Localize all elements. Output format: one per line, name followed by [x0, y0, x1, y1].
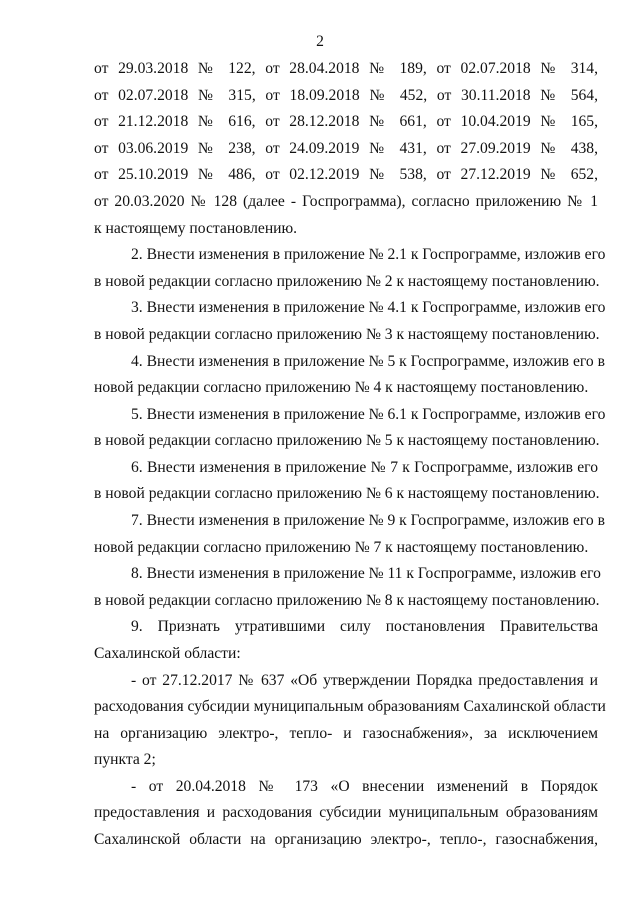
list-item-first-line: - от 20.04.2018 № 173 «О внесении изменений в Порядок [131, 778, 598, 795]
text-line: в новой редакции согласно приложению № 2 к настоящему постановлению. [94, 273, 600, 290]
text-line: к настоящему постановлению. [94, 220, 298, 237]
text-line: Сахалинской области на организацию электро-, тепло-, газоснабжения, [94, 831, 598, 848]
text-line: от 29.03.2018 № 122, от 28.04.2018 № 189, от 02.07.2018 № 314, [94, 60, 598, 77]
text-line: предоставления и расходования субсидии муниципальным образованиям [94, 804, 598, 821]
paragraph-first-line: 3. Внести изменения в приложение № 4.1 к Госпрограмме, изложив его [131, 299, 606, 316]
text-line: новой редакции согласно приложению № 7 к настоящему постановлению. [94, 539, 589, 556]
page-number: 2 [316, 33, 324, 50]
paragraph-first-line: 7. Внести изменения в приложение № 9 к Госпрограмме, изложив его в [131, 512, 605, 529]
text-line: новой редакции согласно приложению № 4 к настоящему постановлению. [94, 379, 589, 396]
paragraph-first-line: 9. Признать утратившими силу постановления Правительства [131, 618, 598, 635]
text-line: расходования субсидии муниципальным образованиям Сахалинской области [94, 698, 606, 715]
paragraph-first-line: 4. Внести изменения в приложение № 5 к Госпрограмме, изложив его в [131, 353, 605, 370]
text-line: от 03.06.2019 № 238, от 24.09.2019 № 431, от 27.09.2019 № 438, [94, 140, 598, 157]
text-line: Сахалинской области: [94, 645, 241, 662]
text-line: пункта 2; [94, 751, 156, 768]
text-line: на организацию электро-, тепло- и газоснабжения», за исключением [94, 725, 598, 742]
text-line: от 02.07.2018 № 315, от 18.09.2018 № 452, от 30.11.2018 № 564, [94, 87, 598, 104]
paragraph-first-line: 6. Внести изменения в приложение № 7 к Госпрограмме, изложив его [131, 459, 598, 476]
text-line: от 20.03.2020 № 128 (далее - Госпрограмма), согласно приложению № 1 [94, 193, 598, 210]
paragraph-first-line: 2. Внести изменения в приложение № 2.1 к Госпрограмме, изложив его [131, 246, 606, 263]
text-line: в новой редакции согласно приложению № 8 к настоящему постановлению. [94, 592, 600, 609]
text-line: в новой редакции согласно приложению № 3 к настоящему постановлению. [94, 326, 600, 343]
list-item-first-line: - от 27.12.2017 № 637 «Об утверждении Порядка предоставления и [131, 672, 598, 689]
text-line: от 25.10.2019 № 486, от 02.12.2019 № 538, от 27.12.2019 № 652, [94, 166, 598, 183]
paragraph-first-line: 5. Внести изменения в приложение № 6.1 к Госпрограмме, изложив его [131, 406, 606, 423]
text-line: в новой редакции согласно приложению № 5 к настоящему постановлению. [94, 432, 600, 449]
text-line: в новой редакции согласно приложению № 6 к настоящему постановлению. [94, 485, 600, 502]
text-line: от 21.12.2018 № 616, от 28.12.2018 № 661, от 10.04.2019 № 165, [94, 113, 598, 130]
paragraph-first-line: 8. Внести изменения в приложение № 11 к Госпрограмме, изложив его [131, 565, 601, 582]
